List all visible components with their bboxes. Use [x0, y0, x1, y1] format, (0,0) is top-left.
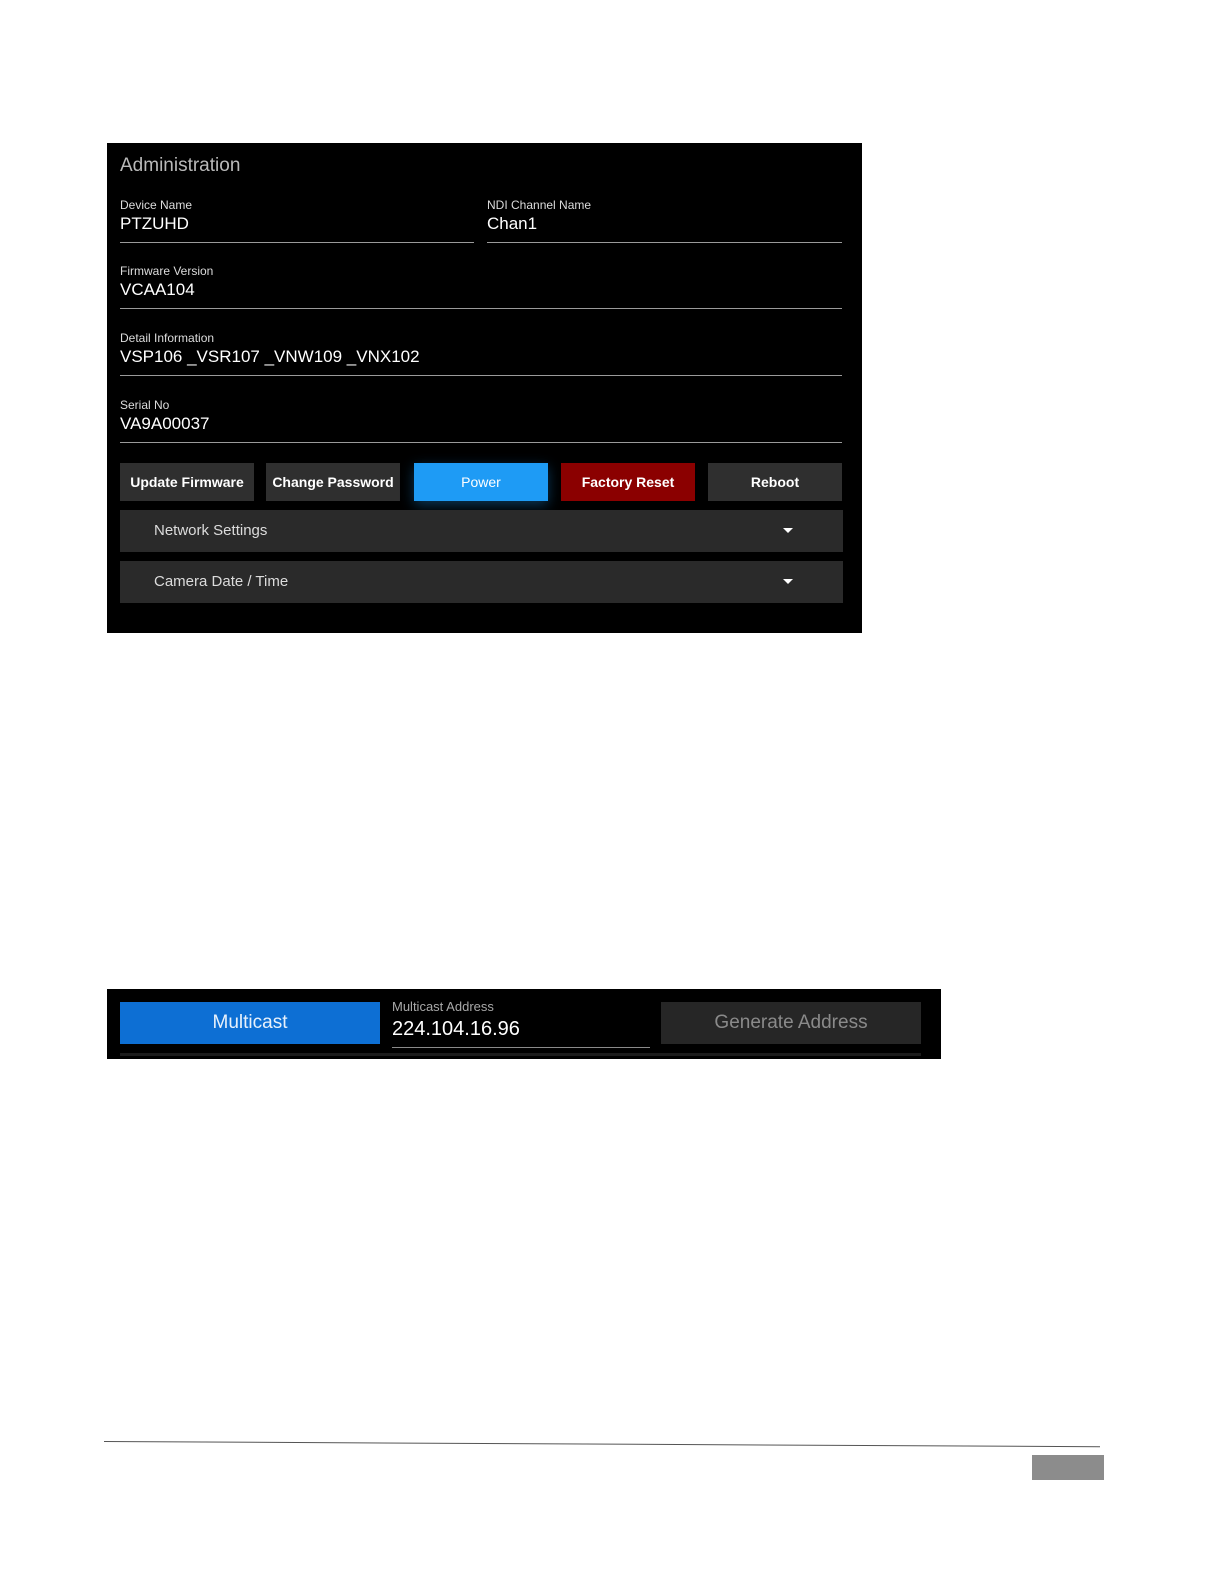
- detail-information-value: VSP106 _VSR107 _VNW109 _VNX102: [120, 347, 420, 366]
- detail-information-label: Detail Information: [120, 331, 215, 345]
- network-settings-label: Network Settings: [154, 522, 268, 539]
- generate-address-button[interactable]: Generate Address: [661, 1002, 921, 1044]
- multicast-address-field[interactable]: [392, 997, 650, 1048]
- camera-date-time-label: Camera Date / Time: [154, 573, 289, 590]
- change-password-button[interactable]: Change Password: [266, 463, 400, 501]
- administration-panel: [107, 143, 862, 633]
- serial-no-label: Serial No: [120, 398, 170, 412]
- page-number-tab: [1032, 1455, 1104, 1480]
- multicast-strip: [107, 989, 941, 1059]
- device-name-label: Device Name: [120, 198, 193, 212]
- power-button[interactable]: Power: [414, 463, 548, 501]
- caret-down-icon[interactable]: [783, 528, 793, 533]
- firmware-version-field: [120, 264, 842, 309]
- multicast-address-label: Multicast Address: [392, 999, 494, 1014]
- device-name-field[interactable]: [120, 198, 474, 243]
- reboot-button[interactable]: Reboot: [708, 463, 842, 501]
- ndi-channel-name-field[interactable]: [487, 198, 842, 243]
- factory-reset-button[interactable]: Factory Reset: [561, 463, 695, 501]
- firmware-version-value: VCAA104: [120, 280, 195, 299]
- detail-information-field: [120, 331, 842, 376]
- ndi-channel-name-value[interactable]: Chan1: [487, 214, 538, 233]
- firmware-version-label: Firmware Version: [120, 264, 214, 278]
- update-firmware-button[interactable]: Update Firmware: [120, 463, 254, 501]
- panel-title: Administration: [120, 155, 241, 176]
- device-name-value[interactable]: PTZUHD: [120, 214, 189, 233]
- footer-rule: [104, 1441, 1100, 1447]
- serial-no-field: [120, 398, 842, 443]
- ndi-channel-name-label: NDI Channel Name: [487, 198, 592, 212]
- camera-date-time-section[interactable]: [120, 561, 843, 603]
- caret-down-icon[interactable]: [783, 579, 793, 584]
- multicast-address-value[interactable]: 224.104.16.96: [392, 1018, 520, 1040]
- multicast-button[interactable]: Multicast: [120, 1002, 380, 1044]
- serial-no-value: VA9A00037: [120, 414, 210, 433]
- divider: [120, 1053, 921, 1056]
- network-settings-section[interactable]: [120, 510, 843, 552]
